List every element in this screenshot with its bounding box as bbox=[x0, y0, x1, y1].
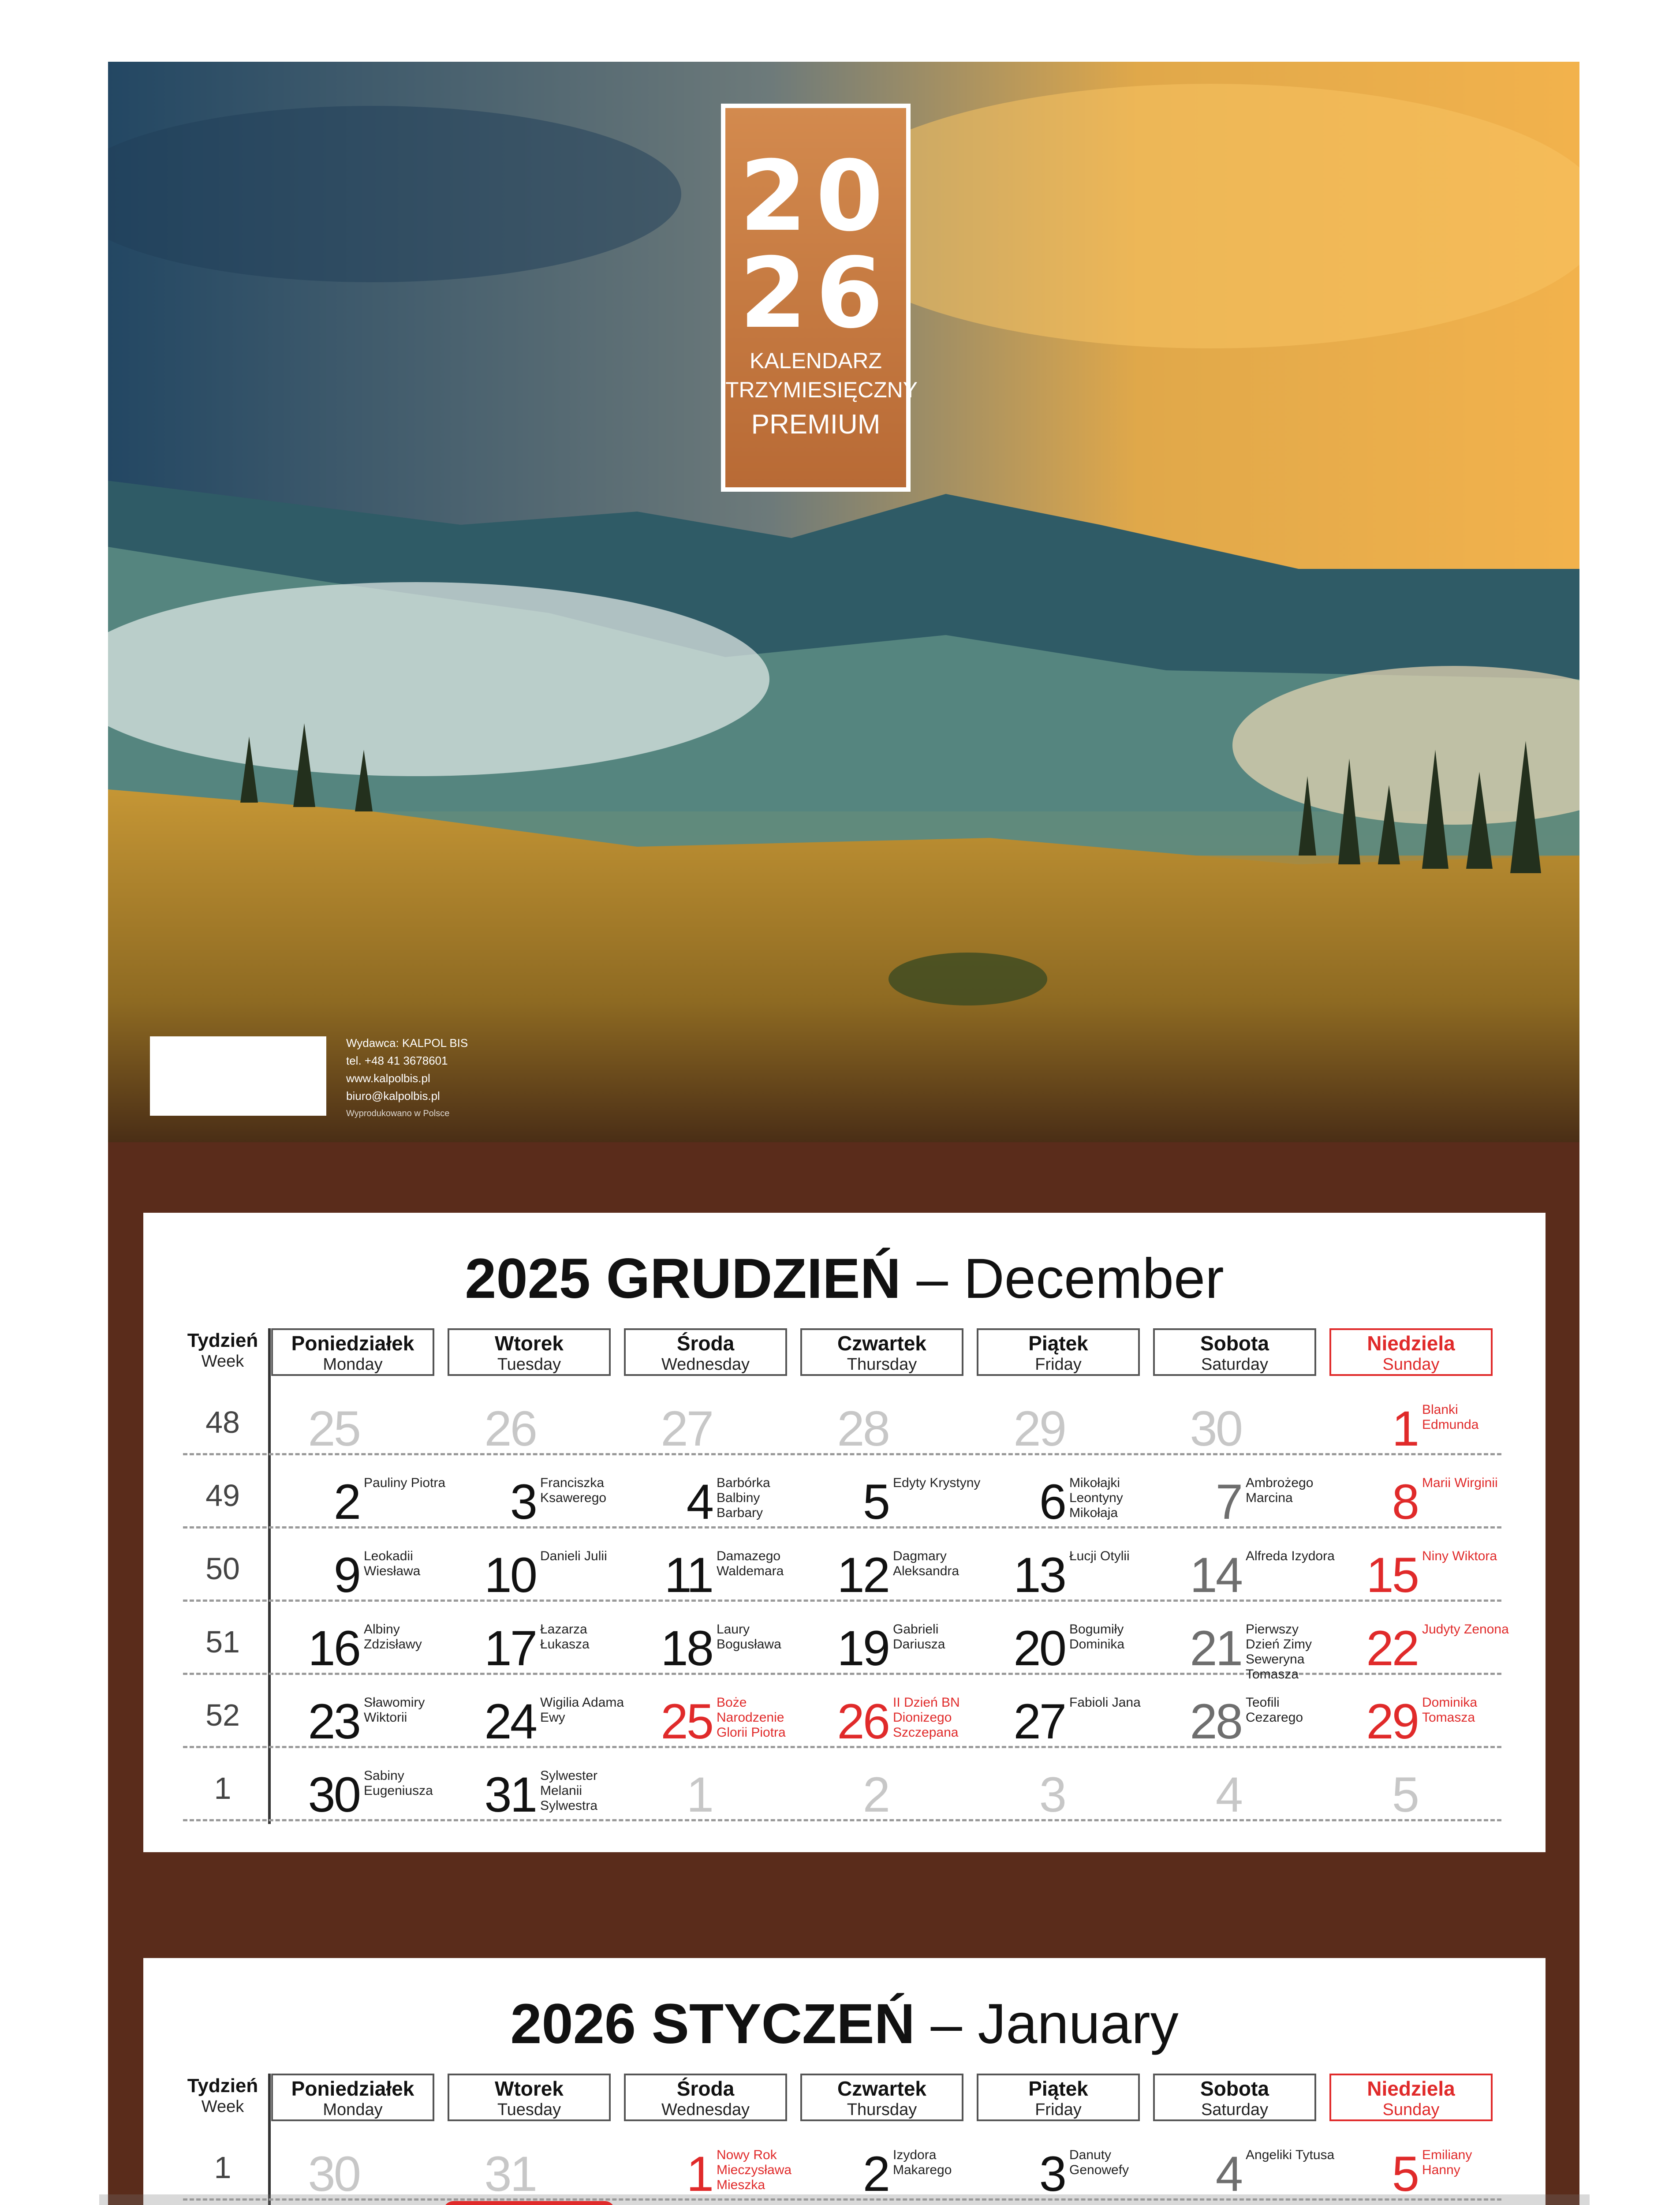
week-number: 52 bbox=[205, 1698, 240, 1732]
day-number-wrap bbox=[452, 2139, 536, 2201]
day-cell[interactable] bbox=[276, 2203, 448, 2205]
day-cell[interactable] bbox=[276, 1604, 448, 1675]
day-number-wrap bbox=[276, 1760, 359, 1822]
day-number-wrap bbox=[628, 1467, 712, 1529]
day-cell[interactable] bbox=[276, 1385, 448, 1455]
week-row bbox=[143, 1678, 1546, 1748]
day-number: 1 bbox=[686, 1767, 712, 1822]
day-number: 19 bbox=[837, 1621, 889, 1676]
day-cell[interactable] bbox=[1157, 1604, 1329, 1682]
day-cell[interactable] bbox=[1157, 2203, 1329, 2205]
day-number: 16 bbox=[308, 1621, 359, 1676]
day-name-en: Monday bbox=[323, 2100, 383, 2119]
day-name-pl: Wtorek bbox=[495, 1332, 564, 1355]
nameday-text: Fabioli Jana bbox=[1069, 1695, 1141, 1710]
day-number-wrap bbox=[981, 2139, 1065, 2201]
day-cell[interactable] bbox=[276, 1751, 448, 1821]
day-name-pl: Poniedziałek bbox=[291, 1332, 414, 1355]
nameday-text: Emiliany Hanny bbox=[1422, 2148, 1472, 2177]
day-number-wrap bbox=[805, 1540, 889, 1603]
day-number: 3 bbox=[1039, 1767, 1065, 1822]
day-number: 2 bbox=[862, 2146, 889, 2201]
day-cell[interactable] bbox=[981, 1531, 1153, 1602]
day-header-monday bbox=[271, 2074, 434, 2121]
day-header-friday bbox=[977, 1328, 1140, 1376]
week-header-en: Week bbox=[201, 1352, 244, 1371]
day-number-wrap bbox=[805, 1467, 889, 1529]
day-number-wrap bbox=[276, 1394, 359, 1456]
day-number: 3 bbox=[1039, 2146, 1065, 2201]
day-number-wrap bbox=[452, 1760, 536, 1822]
day-cell[interactable] bbox=[981, 1751, 1153, 1821]
day-cell[interactable] bbox=[1334, 1385, 1506, 1455]
day-number-wrap bbox=[276, 1540, 359, 1603]
day-name-en: Friday bbox=[1035, 1355, 1082, 1374]
day-header-monday bbox=[271, 1328, 434, 1376]
day-header-tuesday bbox=[448, 1328, 611, 1376]
day-cell[interactable] bbox=[805, 1604, 977, 1675]
week-header-pl: Tydzień bbox=[187, 1330, 258, 1351]
day-number: 4 bbox=[1215, 1767, 1241, 1822]
day-name-pl: Poniedziałek bbox=[291, 2077, 414, 2100]
day-name-pl: Niedziela bbox=[1367, 1332, 1455, 1355]
day-cell[interactable] bbox=[805, 1531, 977, 1602]
nameday-text: Łazarza Łukasza bbox=[540, 1622, 590, 1652]
day-cell[interactable] bbox=[805, 1458, 981, 1529]
day-number-wrap bbox=[452, 1467, 536, 1529]
day-name-pl: Niedziela bbox=[1367, 2077, 1455, 2100]
nameday-text: Pierwszy Dzień Zimy Seweryna Tomasza bbox=[1246, 1622, 1312, 1682]
nameday-text: Laury Bogusława bbox=[717, 1622, 781, 1652]
day-number: 10 bbox=[484, 1547, 536, 1603]
day-cell[interactable] bbox=[1334, 2130, 1506, 2201]
day-name-pl: Piątek bbox=[1028, 2077, 1088, 2100]
nameday-text: Alfreda Izydora bbox=[1246, 1549, 1335, 1563]
day-number-wrap bbox=[628, 1540, 712, 1603]
badge-line-trzymiesieczny: TRZYMIESIĘCZNY bbox=[725, 377, 918, 402]
month-title-english: – January bbox=[915, 1992, 1179, 2056]
day-cell[interactable] bbox=[452, 1458, 624, 1529]
day-number-wrap bbox=[805, 2139, 889, 2201]
day-number-wrap bbox=[1157, 1394, 1241, 1456]
day-cell[interactable] bbox=[805, 1385, 977, 1455]
day-number-wrap bbox=[1334, 1540, 1418, 1603]
month-title bbox=[143, 1244, 1546, 1314]
day-header-tuesday bbox=[448, 2074, 611, 2121]
day-number-wrap bbox=[628, 1686, 712, 1749]
day-number: 21 bbox=[1190, 1621, 1241, 1676]
day-number: 31 bbox=[484, 2146, 536, 2201]
week-number: 1 bbox=[214, 2150, 231, 2185]
day-number: 11 bbox=[664, 1547, 712, 1603]
day-cell[interactable] bbox=[805, 1678, 977, 1748]
day-cell[interactable] bbox=[805, 1751, 977, 1821]
day-number-wrap bbox=[276, 1613, 359, 1676]
day-cell[interactable] bbox=[805, 2130, 977, 2201]
day-header-saturday bbox=[1153, 2074, 1316, 2121]
day-number: 14 bbox=[1190, 1547, 1241, 1603]
day-cell[interactable] bbox=[276, 1531, 448, 1602]
day-number-wrap bbox=[1157, 1760, 1241, 1822]
nameday-text: Blanki Edmunda bbox=[1422, 1402, 1479, 1432]
day-cell[interactable] bbox=[1334, 1678, 1506, 1748]
day-cell[interactable] bbox=[276, 1678, 448, 1748]
nameday-text: Mikołajki Leontyny Mikołaja bbox=[1069, 1476, 1123, 1520]
day-cell[interactable] bbox=[276, 1458, 448, 1529]
week-header-pl: Tydzień bbox=[187, 2075, 258, 2097]
nameday-text: Pauliny Piotra bbox=[364, 1476, 446, 1490]
day-number: 29 bbox=[1013, 1401, 1065, 1456]
nameday-text: Judyty Zenona bbox=[1422, 1622, 1509, 1637]
badge-year-bottom: 26 bbox=[739, 237, 892, 350]
day-cell[interactable] bbox=[452, 1531, 624, 1602]
nameday-text: Albiny Zdzisławy bbox=[364, 1622, 422, 1652]
day-name-en: Wednesday bbox=[661, 1355, 750, 1374]
day-header-thursday bbox=[800, 2074, 963, 2121]
day-number: 31 bbox=[484, 1767, 536, 1822]
day-number-wrap bbox=[1334, 1686, 1418, 1749]
day-cell[interactable] bbox=[1334, 1751, 1506, 1821]
day-number-wrap bbox=[1334, 1760, 1418, 1822]
day-number: 4 bbox=[1215, 2146, 1241, 2201]
week-number: 50 bbox=[205, 1551, 240, 1586]
day-cell[interactable] bbox=[628, 1751, 800, 1821]
day-name-en: Wednesday bbox=[661, 2100, 750, 2119]
nameday-text: Sabiny Eugeniusza bbox=[364, 1768, 433, 1798]
day-number: 24 bbox=[484, 1694, 536, 1749]
week-row bbox=[143, 2130, 1546, 2201]
day-cell[interactable] bbox=[452, 2130, 624, 2201]
nameday-text: Teofili Cezarego bbox=[1246, 1695, 1303, 1725]
day-number-wrap bbox=[1334, 2139, 1418, 2201]
badge-year-top: 20 bbox=[739, 140, 892, 253]
nameday-text: Boże Narodzenie Glorii Piotra bbox=[717, 1695, 786, 1740]
day-cell[interactable] bbox=[981, 1604, 1153, 1675]
day-number: 22 bbox=[1366, 1621, 1418, 1676]
week-column-header bbox=[183, 2075, 262, 2116]
day-number-wrap bbox=[981, 1467, 1065, 1529]
publisher-note: Wyprodukowano w Polsce bbox=[346, 1109, 450, 1118]
day-number-wrap bbox=[1157, 1613, 1241, 1676]
day-name-pl: Środa bbox=[676, 1332, 735, 1355]
day-number: 25 bbox=[308, 1401, 359, 1456]
day-header-sunday bbox=[1329, 1328, 1493, 1376]
day-cell[interactable] bbox=[1334, 1458, 1506, 1529]
day-number: 1 bbox=[686, 2146, 712, 2201]
day-number: 15 bbox=[1366, 1547, 1418, 1603]
day-name-en: Friday bbox=[1035, 2100, 1082, 2119]
day-name-pl: Środa bbox=[676, 2077, 735, 2100]
day-number-wrap bbox=[981, 1613, 1065, 1676]
day-number: 12 bbox=[837, 1547, 889, 1603]
day-number: 26 bbox=[484, 1401, 536, 1456]
nameday-text: Bogumiły Dominika bbox=[1069, 1622, 1125, 1652]
day-name-pl: Piątek bbox=[1028, 1332, 1088, 1355]
week-row bbox=[143, 1385, 1546, 1455]
day-number: 5 bbox=[1392, 2146, 1418, 2201]
day-number-wrap bbox=[805, 1613, 889, 1676]
day-number: 27 bbox=[1013, 1694, 1065, 1749]
week-row bbox=[143, 2203, 1546, 2205]
day-number: 25 bbox=[661, 1694, 712, 1749]
day-number-wrap bbox=[452, 1686, 536, 1749]
nameday-text: Izydora Makarego bbox=[893, 2148, 952, 2177]
day-number-wrap bbox=[1334, 1613, 1418, 1676]
day-number: 30 bbox=[308, 2146, 359, 2201]
day-number: 17 bbox=[484, 1621, 536, 1676]
day-number-wrap bbox=[628, 1760, 712, 1822]
day-cell[interactable] bbox=[628, 1385, 800, 1455]
day-cell[interactable] bbox=[981, 1385, 1153, 1455]
nameday-text: Franciszka Ksawerego bbox=[540, 1476, 607, 1505]
day-cell[interactable] bbox=[1157, 1751, 1329, 1821]
day-number-wrap bbox=[1157, 2139, 1241, 2201]
day-number: 26 bbox=[837, 1694, 889, 1749]
day-header-thursday bbox=[800, 1328, 963, 1376]
day-number: 1 bbox=[1392, 1401, 1418, 1456]
nameday-text: Danieli Julii bbox=[540, 1549, 607, 1563]
nameday-text: Marii Wirginii bbox=[1422, 1476, 1498, 1490]
day-name-en: Sunday bbox=[1382, 1355, 1440, 1374]
advertiser-logo-box bbox=[150, 1036, 326, 1116]
day-cell[interactable] bbox=[1157, 1458, 1329, 1529]
day-number: 2 bbox=[862, 1767, 889, 1822]
day-number: 9 bbox=[333, 1547, 359, 1603]
day-cell[interactable] bbox=[981, 2130, 1153, 2201]
month-title bbox=[143, 1989, 1546, 2059]
day-name-pl: Czwartek bbox=[837, 2077, 926, 2100]
nameday-text: Danuty Genowefy bbox=[1069, 2148, 1129, 2177]
day-name-en: Sunday bbox=[1382, 2100, 1440, 2119]
day-name-en: Tuesday bbox=[497, 1355, 561, 1374]
day-number: 5 bbox=[862, 1474, 889, 1529]
nameday-text: Łucji Otylii bbox=[1069, 1549, 1130, 1563]
day-cell[interactable] bbox=[452, 1385, 624, 1455]
nameday-text: Barbórka Balbiny Barbary bbox=[717, 1476, 770, 1520]
day-number-wrap bbox=[628, 1613, 712, 1676]
day-number: 28 bbox=[837, 1401, 889, 1456]
day-name-en: Saturday bbox=[1201, 2100, 1269, 2119]
day-number: 20 bbox=[1013, 1621, 1065, 1676]
badge-line-kalendarz: KALENDARZ bbox=[749, 348, 882, 373]
week-number: 51 bbox=[205, 1625, 240, 1659]
day-cell[interactable] bbox=[628, 2130, 800, 2201]
day-number: 29 bbox=[1366, 1694, 1418, 1749]
week-row bbox=[143, 1604, 1546, 1682]
header-photo bbox=[108, 62, 1579, 1142]
day-name-en: Thursday bbox=[847, 2100, 917, 2119]
day-number-wrap bbox=[805, 1760, 889, 1822]
nameday-text: Wigilia Adama Ewy bbox=[540, 1695, 624, 1725]
publisher-line: tel. +48 41 3678601 bbox=[346, 1054, 448, 1067]
day-number-wrap bbox=[452, 1613, 536, 1676]
day-number: 13 bbox=[1013, 1547, 1065, 1603]
week-number: 1 bbox=[214, 1771, 231, 1805]
day-name-en: Saturday bbox=[1201, 1355, 1269, 1374]
day-name-pl: Sobota bbox=[1200, 2077, 1269, 2100]
day-header-saturday bbox=[1153, 1328, 1316, 1376]
week-column-header bbox=[183, 1330, 262, 1371]
day-number: 30 bbox=[308, 1767, 359, 1822]
day-header-wednesday bbox=[624, 1328, 787, 1376]
nameday-text: Leokadii Wiesława bbox=[364, 1549, 421, 1578]
day-number: 7 bbox=[1215, 1474, 1241, 1529]
day-number-wrap bbox=[276, 2139, 359, 2201]
day-number: 5 bbox=[1392, 1767, 1418, 1822]
nameday-text: Damazego Waldemara bbox=[717, 1549, 784, 1578]
day-number: 3 bbox=[510, 1474, 536, 1529]
day-number-wrap bbox=[628, 1394, 712, 1456]
day-cell[interactable] bbox=[1334, 2203, 1506, 2205]
week-number: 49 bbox=[205, 1478, 240, 1513]
day-number-wrap bbox=[981, 1540, 1065, 1603]
day-name-en: Tuesday bbox=[497, 2100, 561, 2119]
nameday-text: II Dzień BN Dionizego Szczepana bbox=[893, 1695, 960, 1740]
day-cell[interactable] bbox=[452, 1751, 624, 1821]
nameday-text: Sylwester Melanii Sylwestra bbox=[540, 1768, 598, 1813]
publisher-line: Wydawca: KALPOL BIS bbox=[346, 1036, 468, 1050]
month-panel-december bbox=[143, 1213, 1546, 1852]
day-cell[interactable] bbox=[981, 2203, 1153, 2205]
day-cell[interactable] bbox=[981, 1678, 1153, 1748]
day-cell[interactable] bbox=[628, 2203, 800, 2205]
nameday-text: Edyty Krystyny bbox=[893, 1476, 981, 1490]
day-number-wrap bbox=[276, 1467, 359, 1529]
day-header-friday bbox=[977, 2074, 1140, 2121]
calendar-frame bbox=[108, 62, 1579, 2205]
day-number-wrap bbox=[1334, 1394, 1418, 1456]
day-header-wednesday bbox=[624, 2074, 787, 2121]
day-number-wrap bbox=[981, 1394, 1065, 1456]
day-number-wrap bbox=[628, 2139, 712, 2201]
day-cell[interactable] bbox=[276, 2130, 448, 2201]
day-number-wrap bbox=[805, 1394, 889, 1456]
day-number-wrap bbox=[805, 1686, 889, 1749]
day-number-wrap bbox=[981, 1686, 1065, 1749]
nameday-text: Angeliki Tytusa bbox=[1246, 2148, 1335, 2162]
day-number-wrap bbox=[276, 1686, 359, 1749]
day-number: 30 bbox=[1190, 1401, 1241, 1456]
day-number: 8 bbox=[1392, 1474, 1418, 1529]
week-row bbox=[143, 1531, 1546, 1602]
day-number-wrap bbox=[981, 1760, 1065, 1822]
day-number-wrap bbox=[1157, 1686, 1241, 1749]
day-number-wrap bbox=[1157, 1540, 1241, 1603]
current-day-marker bbox=[443, 2201, 615, 2205]
day-cell[interactable] bbox=[1157, 1385, 1329, 1455]
day-number: 28 bbox=[1190, 1694, 1241, 1749]
day-cell[interactable] bbox=[628, 1531, 800, 1602]
nameday-text: Dominika Tomasza bbox=[1422, 1695, 1478, 1725]
nameday-text: Ambrożego Marcina bbox=[1246, 1476, 1314, 1505]
day-cell[interactable] bbox=[452, 1604, 624, 1675]
day-cell[interactable] bbox=[1157, 2130, 1335, 2201]
day-number: 23 bbox=[308, 1694, 359, 1749]
day-number: 2 bbox=[333, 1474, 359, 1529]
day-number-wrap bbox=[452, 1540, 536, 1603]
nameday-text: Sławomiry Wiktorii bbox=[364, 1695, 425, 1725]
year-badge bbox=[721, 104, 918, 492]
day-cell[interactable] bbox=[628, 1678, 800, 1748]
day-cell[interactable] bbox=[1157, 1678, 1329, 1748]
day-cell[interactable] bbox=[981, 1458, 1153, 1529]
day-name-en: Monday bbox=[323, 1355, 383, 1374]
day-number: 6 bbox=[1039, 1474, 1065, 1529]
day-cell[interactable] bbox=[452, 1678, 624, 1748]
day-cell[interactable] bbox=[1334, 1604, 1509, 1676]
publisher-line: www.kalpolbis.pl bbox=[346, 1072, 430, 1085]
badge-line-premium: PREMIUM bbox=[751, 409, 881, 440]
month-panel-january bbox=[143, 1958, 1546, 2205]
day-name-pl: Czwartek bbox=[837, 1332, 926, 1355]
week-number: 48 bbox=[205, 1405, 240, 1439]
nameday-text: Dagmary Aleksandra bbox=[893, 1549, 959, 1578]
day-cell[interactable] bbox=[1157, 1531, 1335, 1603]
day-number: 4 bbox=[686, 1474, 712, 1529]
nameday-text: Nowy Rok Mieczysława Mieszka bbox=[717, 2148, 792, 2192]
day-name-en: Thursday bbox=[847, 1355, 917, 1374]
week-row bbox=[143, 1751, 1546, 1821]
day-cell[interactable] bbox=[628, 1604, 800, 1675]
month-title-bold: 2025 GRUDZIEŃ bbox=[465, 1247, 901, 1310]
day-cell[interactable] bbox=[1334, 1531, 1506, 1602]
publisher-info bbox=[346, 1034, 468, 1122]
day-number: 27 bbox=[661, 1401, 712, 1456]
day-number-wrap bbox=[1157, 1467, 1241, 1529]
week-row bbox=[143, 1458, 1546, 1529]
month-title-english: – December bbox=[901, 1247, 1224, 1310]
nameday-text: Gabrieli Dariusza bbox=[893, 1622, 945, 1652]
day-name-pl: Sobota bbox=[1200, 1332, 1269, 1355]
day-cell[interactable] bbox=[805, 2203, 977, 2205]
publisher-line: biuro@kalpolbis.pl bbox=[346, 1089, 440, 1102]
day-name-pl: Wtorek bbox=[495, 2077, 564, 2100]
day-number-wrap bbox=[452, 1394, 536, 1456]
day-cell[interactable] bbox=[628, 1458, 800, 1529]
day-number-wrap bbox=[1334, 1467, 1418, 1529]
day-header-sunday bbox=[1329, 2074, 1493, 2121]
month-title-bold: 2026 STYCZEŃ bbox=[510, 1992, 915, 2056]
week-header-en: Week bbox=[201, 2097, 244, 2116]
day-number: 18 bbox=[661, 1621, 712, 1676]
nameday-text: Niny Wiktora bbox=[1422, 1549, 1497, 1563]
